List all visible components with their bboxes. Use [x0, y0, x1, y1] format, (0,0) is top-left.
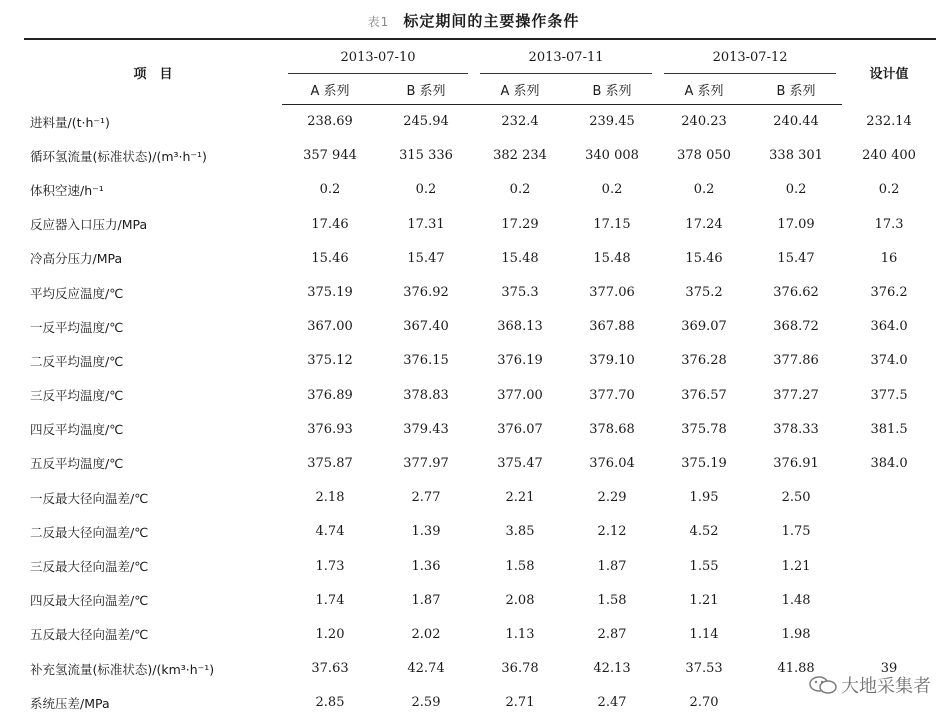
- value-cell: 2.77: [411, 490, 441, 506]
- row-label: 冷高分压力/MPa: [30, 251, 123, 267]
- value-cell: 315 336: [399, 148, 453, 164]
- value-cell: 338 301: [769, 148, 823, 164]
- table-row: [24, 139, 936, 173]
- value-cell: 1.55: [689, 558, 719, 574]
- value-cell: 376.62: [773, 285, 819, 301]
- row-label: 补充氢流量(标准状态)/(km³·h⁻¹): [30, 661, 215, 677]
- value-cell: 377.97: [403, 455, 449, 471]
- value-cell: 2.85: [315, 695, 345, 711]
- value-cell: 15.47: [407, 250, 445, 266]
- value-cell: 378 050: [677, 148, 731, 164]
- value-cell: 376.28: [681, 353, 727, 369]
- value-cell: 41.88: [777, 661, 815, 677]
- value-cell: 1.21: [689, 592, 719, 608]
- design-value-cell: 374.0: [870, 353, 908, 369]
- value-cell: 1.95: [689, 490, 719, 506]
- design-value-cell: 240 400: [862, 148, 916, 164]
- value-cell: 367.88: [589, 319, 635, 335]
- watermark: [809, 672, 931, 698]
- row-label: 一反最大径向温差/℃: [30, 490, 149, 506]
- table-row: [24, 412, 936, 446]
- row-label: 循环氢流量(标准状态)/(m³·h⁻¹): [30, 148, 207, 164]
- value-cell: 17.46: [311, 216, 349, 232]
- table-row: [24, 515, 936, 549]
- value-cell: 375.2: [685, 285, 723, 301]
- date-header-2: 2013-07-11: [474, 39, 658, 74]
- row-label: 三反平均温度/℃: [30, 388, 124, 404]
- value-cell: 2.47: [597, 695, 627, 711]
- table-row: [24, 378, 936, 412]
- table-row: [24, 310, 936, 344]
- value-cell: 2.02: [411, 626, 441, 642]
- value-cell: 240.44: [773, 114, 819, 130]
- value-cell: 1.14: [689, 626, 719, 642]
- value-cell: 232.4: [501, 114, 539, 130]
- design-value-cell: 17.3: [874, 216, 904, 232]
- design-value-cell: [842, 481, 936, 515]
- design-value-cell: 364.0: [870, 319, 908, 335]
- value-cell: 15.47: [777, 250, 815, 266]
- value-cell: 376.92: [403, 285, 449, 301]
- value-cell: 340 008: [585, 148, 639, 164]
- value-cell: 377.06: [589, 285, 635, 301]
- table-row: [24, 617, 936, 651]
- value-cell: 375.12: [307, 353, 353, 369]
- value-cell: 377.86: [773, 353, 819, 369]
- row-label: 三反最大径向温差/℃: [30, 559, 149, 575]
- row-label: 四反平均温度/℃: [30, 422, 124, 438]
- value-cell: 4.52: [689, 524, 719, 540]
- design-value-cell: [842, 583, 936, 617]
- value-cell: 17.29: [501, 216, 539, 232]
- design-value-cell: 232.14: [866, 114, 912, 130]
- row-label: 进料量/(t·h⁻¹): [30, 114, 110, 130]
- value-cell: 377.70: [589, 387, 635, 403]
- table-body: [24, 105, 936, 720]
- value-cell: 1.87: [411, 592, 441, 608]
- value-cell: 15.46: [311, 250, 349, 266]
- value-cell: 368.72: [773, 319, 819, 335]
- value-cell: 15.48: [501, 250, 539, 266]
- value-cell: 378.83: [403, 387, 449, 403]
- value-cell: 1.13: [505, 626, 535, 642]
- value-cell: 1.87: [597, 558, 627, 574]
- value-cell: 377.00: [497, 387, 543, 403]
- table-row: [24, 275, 936, 309]
- row-label: 四反最大径向温差/℃: [30, 593, 149, 609]
- design-value-cell: 376.2: [870, 285, 908, 301]
- row-label: 体积空速/h⁻¹: [30, 182, 104, 198]
- table-row: [24, 207, 936, 241]
- value-cell: 3.85: [505, 524, 535, 540]
- table-row: [24, 241, 936, 275]
- value-cell: 375.19: [681, 455, 727, 471]
- value-cell: 2.12: [597, 524, 627, 540]
- value-cell: 1.48: [781, 592, 811, 608]
- value-cell: 1.74: [315, 592, 345, 608]
- value-cell: 0.2: [693, 182, 715, 198]
- value-cell: 0.2: [509, 182, 531, 198]
- date-header-3: 2013-07-12: [658, 39, 842, 74]
- operating-conditions-table: [24, 38, 936, 720]
- design-value-cell: 39: [880, 661, 898, 677]
- design-value-cell: [842, 549, 936, 583]
- design-value-cell: 381.5: [870, 421, 908, 437]
- value-cell: 1.36: [411, 558, 441, 574]
- value-cell: 2.71: [505, 695, 535, 711]
- value-cell: 42.13: [593, 661, 631, 677]
- row-label: 二反平均温度/℃: [30, 353, 124, 369]
- value-cell: 2.87: [597, 626, 627, 642]
- value-cell: 37.63: [311, 661, 349, 677]
- row-label: 五反平均温度/℃: [30, 456, 124, 472]
- table-row: [24, 446, 936, 480]
- system-header: B 系列: [566, 74, 658, 105]
- value-cell: 377.27: [773, 387, 819, 403]
- value-cell: 357 944: [303, 148, 357, 164]
- row-label: 二反最大径向温差/℃: [30, 524, 149, 540]
- value-cell: 2.08: [505, 592, 535, 608]
- wechat-icon: [809, 675, 837, 695]
- value-cell: 245.94: [403, 114, 449, 130]
- value-cell: 376.91: [773, 455, 819, 471]
- row-label: 五反最大径向温差/℃: [30, 627, 149, 643]
- value-cell: 2.59: [411, 695, 441, 711]
- table-row: [24, 173, 936, 207]
- design-value-cell: 377.5: [870, 387, 908, 403]
- value-cell: 1.39: [411, 524, 441, 540]
- date-header-1: 2013-07-10: [282, 39, 474, 74]
- value-cell: 375.87: [307, 455, 353, 471]
- value-cell: 378.33: [773, 421, 819, 437]
- system-header: A 系列: [658, 74, 750, 105]
- value-cell: 2.18: [315, 490, 345, 506]
- value-cell: 17.31: [407, 216, 445, 232]
- value-cell: 0.2: [785, 182, 807, 198]
- table-row: [24, 583, 936, 617]
- value-cell: 36.78: [501, 661, 539, 677]
- design-value-cell: 384.0: [870, 455, 908, 471]
- value-cell: 1.58: [597, 592, 627, 608]
- value-cell: 15.46: [685, 250, 723, 266]
- value-cell: 1.73: [315, 558, 345, 574]
- value-cell: 375.47: [497, 455, 543, 471]
- system-header: A 系列: [282, 74, 378, 105]
- value-cell: 379.10: [589, 353, 635, 369]
- row-label: 反应器入口压力/MPa: [30, 217, 148, 233]
- value-cell: 2.29: [597, 490, 627, 506]
- watermark-text: 大地采集者: [841, 676, 931, 697]
- table-row: [24, 686, 936, 720]
- value-cell: 1.20: [315, 626, 345, 642]
- value-cell: 382 234: [493, 148, 547, 164]
- value-cell: 2.70: [689, 695, 719, 711]
- value-cell: 2.50: [781, 490, 811, 506]
- value-cell: 0.2: [319, 182, 341, 198]
- value-cell: 376.04: [589, 455, 635, 471]
- value-cell: 1.75: [781, 524, 811, 540]
- row-label: 平均反应温度/℃: [30, 285, 124, 301]
- value-cell: 376.57: [681, 387, 727, 403]
- value-cell: 1.98: [781, 626, 811, 642]
- row-label: 一反平均温度/℃: [30, 319, 124, 335]
- value-cell: 37.53: [685, 661, 723, 677]
- value-cell: 17.24: [685, 216, 723, 232]
- design-value-cell: 16: [880, 250, 898, 266]
- value-cell: 1.58: [505, 558, 535, 574]
- design-value-header: 设计值: [842, 39, 936, 105]
- value-cell: 375.78: [681, 421, 727, 437]
- value-cell: 376.15: [403, 353, 449, 369]
- value-cell: 42.74: [407, 661, 445, 677]
- table-row: [24, 105, 936, 139]
- system-header: B 系列: [750, 74, 842, 105]
- value-cell: 2.21: [505, 490, 535, 506]
- value-cell: 0.2: [415, 182, 437, 198]
- table-row: [24, 549, 936, 583]
- value-cell: 375.3: [501, 285, 539, 301]
- value-cell: 379.43: [403, 421, 449, 437]
- value-cell: 4.74: [315, 524, 345, 540]
- system-header: B 系列: [378, 74, 474, 105]
- design-value-cell: [842, 617, 936, 651]
- value-cell: 17.15: [593, 216, 631, 232]
- value-cell: 15.48: [593, 250, 631, 266]
- value-cell: 238.69: [307, 114, 353, 130]
- value-cell: 376.93: [307, 421, 353, 437]
- value-cell: 239.45: [589, 114, 635, 130]
- value-cell: 368.13: [497, 319, 543, 335]
- table-number: 表1: [367, 15, 390, 29]
- value-cell: 376.89: [307, 387, 353, 403]
- value-cell: 367.00: [307, 319, 353, 335]
- design-value-cell: [842, 515, 936, 549]
- value-cell: 240.23: [681, 114, 727, 130]
- table-caption: [0, 10, 947, 31]
- item-header: 项 目: [24, 39, 282, 105]
- design-value-cell: 0.2: [878, 182, 900, 198]
- value-cell: 376.19: [497, 353, 543, 369]
- value-cell: 1.21: [781, 558, 811, 574]
- table-row: [24, 652, 936, 686]
- system-header: A 系列: [474, 74, 566, 105]
- value-cell: 367.40: [403, 319, 449, 335]
- table-title: 标定期间的主要操作条件: [403, 12, 580, 30]
- value-cell: 0.2: [601, 182, 623, 198]
- value-cell: 17.09: [777, 216, 815, 232]
- value-cell: 376.07: [497, 421, 543, 437]
- row-label: 系统压差/MPa: [30, 695, 110, 711]
- value-cell: 369.07: [681, 319, 727, 335]
- table-row: [24, 481, 936, 515]
- table-row: [24, 344, 936, 378]
- value-cell: 378.68: [589, 421, 635, 437]
- value-cell: 375.19: [307, 285, 353, 301]
